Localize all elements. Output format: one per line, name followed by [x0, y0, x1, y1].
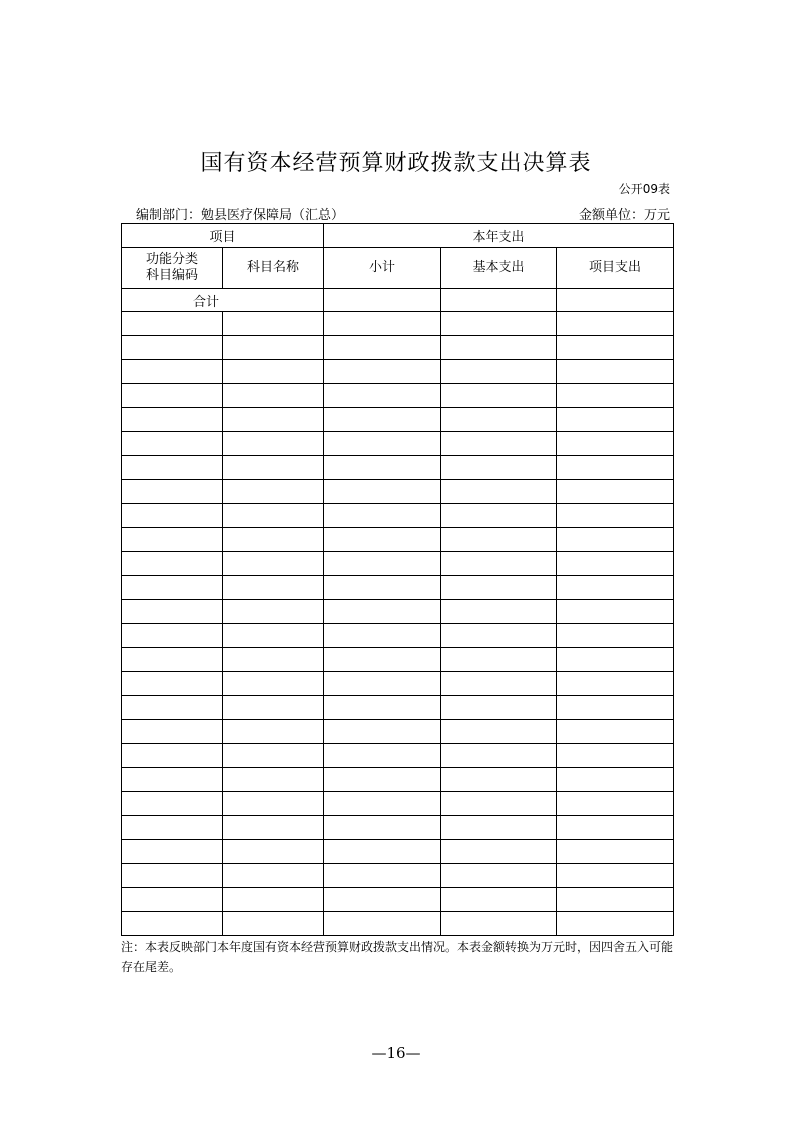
- table-cell: [324, 696, 441, 720]
- table-cell: [223, 384, 324, 408]
- table-cell: [122, 624, 223, 648]
- table-cell: [122, 888, 223, 912]
- table-cell: [557, 336, 674, 360]
- table-cell: [122, 840, 223, 864]
- table-cell: [557, 648, 674, 672]
- table-cell: [223, 432, 324, 456]
- table-row: [122, 624, 674, 648]
- table-cell: [324, 576, 441, 600]
- table-cell: [324, 360, 441, 384]
- table-cell: [324, 792, 441, 816]
- header-row-1: [122, 224, 674, 248]
- table-cell: [324, 816, 441, 840]
- table-cell: [441, 408, 557, 432]
- table-cell: [557, 576, 674, 600]
- department-label: 编制部门：勉县医疗保障局（汇总）: [136, 208, 345, 223]
- table-cell: [441, 528, 557, 552]
- col-project-header: 项目支出: [557, 248, 674, 289]
- table-cell: [324, 312, 441, 336]
- table-cell: [441, 504, 557, 528]
- table-row: [122, 864, 674, 888]
- table-cell: [223, 504, 324, 528]
- table-cell: [223, 336, 324, 360]
- table-cell: [441, 912, 557, 936]
- table-cell: [324, 456, 441, 480]
- table-cell: [122, 672, 223, 696]
- table-row: [122, 912, 674, 936]
- table-cell: [557, 624, 674, 648]
- table-row: [122, 888, 674, 912]
- expenditure-table: [121, 223, 674, 936]
- table-cell: [223, 696, 324, 720]
- table-cell: [557, 672, 674, 696]
- page-title: 国有资本经营预算财政拨款支出决算表: [200, 151, 592, 176]
- total-row: [122, 289, 674, 312]
- table-cell: [122, 312, 223, 336]
- table-cell: [122, 816, 223, 840]
- table-cell: [122, 648, 223, 672]
- table-cell: [223, 408, 324, 432]
- table-cell: [557, 888, 674, 912]
- table-cell: [223, 744, 324, 768]
- table-cell: [557, 552, 674, 576]
- table-cell: [324, 912, 441, 936]
- header-row-2: [122, 248, 674, 289]
- table-cell: [223, 624, 324, 648]
- table-cell: [441, 456, 557, 480]
- table-row: [122, 816, 674, 840]
- table-cell: [223, 312, 324, 336]
- form-number: 公开09表: [618, 182, 670, 196]
- footnote: 注：本表反映部门本年度国有资本经营预算财政拨款支出情况。本表金额转换为万元时，因四舍五入可能存在尾差。: [121, 940, 674, 974]
- table-cell: [441, 720, 557, 744]
- table-cell: [557, 600, 674, 624]
- total-label: 合计: [122, 289, 324, 312]
- table-cell: [122, 696, 223, 720]
- table-cell: [223, 816, 324, 840]
- table-row: [122, 720, 674, 744]
- table-row: [122, 576, 674, 600]
- table-cell: [122, 744, 223, 768]
- table-cell: [223, 864, 324, 888]
- table-cell: [122, 552, 223, 576]
- table-cell: [557, 744, 674, 768]
- table-cell: [223, 552, 324, 576]
- table-row: [122, 504, 674, 528]
- table-cell: [122, 576, 223, 600]
- col-code-header: 功能分类科目编码: [122, 248, 223, 289]
- table-cell: [441, 384, 557, 408]
- table-cell: [441, 432, 557, 456]
- table-cell: [324, 504, 441, 528]
- table-cell: [122, 600, 223, 624]
- table-cell: [122, 360, 223, 384]
- table-cell: [223, 648, 324, 672]
- table-cell: [441, 552, 557, 576]
- table-cell: [324, 552, 441, 576]
- table-cell: [324, 336, 441, 360]
- table-row: [122, 384, 674, 408]
- table-cell: [122, 384, 223, 408]
- table-cell: [223, 360, 324, 384]
- table-cell: [122, 456, 223, 480]
- table-cell: [557, 504, 674, 528]
- table-cell: [441, 672, 557, 696]
- table-cell: [122, 720, 223, 744]
- table-cell: [223, 480, 324, 504]
- table-cell: [557, 768, 674, 792]
- table-row: [122, 408, 674, 432]
- table-row: [122, 528, 674, 552]
- table-cell: [324, 480, 441, 504]
- table-cell: [122, 504, 223, 528]
- table-cell: [122, 768, 223, 792]
- table-cell: [557, 312, 674, 336]
- col-name-header: 科目名称: [223, 248, 324, 289]
- table-cell: [122, 792, 223, 816]
- table-cell: [557, 792, 674, 816]
- table-cell: [441, 888, 557, 912]
- page-number: —16—: [371, 1044, 421, 1062]
- table-cell: [441, 696, 557, 720]
- table-row: [122, 744, 674, 768]
- table-cell: [441, 336, 557, 360]
- table-cell: [324, 720, 441, 744]
- table-cell: [441, 600, 557, 624]
- table-row: [122, 648, 674, 672]
- table-row: [122, 792, 674, 816]
- table-cell: [324, 768, 441, 792]
- table-cell: [557, 864, 674, 888]
- table-cell: [122, 912, 223, 936]
- table-cell: [324, 888, 441, 912]
- table-cell: [324, 432, 441, 456]
- table-cell: [557, 696, 674, 720]
- table-cell: [441, 624, 557, 648]
- table-cell: [122, 864, 223, 888]
- table-cell: [557, 408, 674, 432]
- table-cell: [223, 576, 324, 600]
- table-cell: [324, 840, 441, 864]
- table-cell: [441, 816, 557, 840]
- table-cell: [557, 384, 674, 408]
- total-basic-cell: [441, 289, 557, 312]
- table-cell: [557, 480, 674, 504]
- table-cell: [441, 648, 557, 672]
- table-row: [122, 600, 674, 624]
- table-cell: [324, 744, 441, 768]
- col-basic-header: 基本支出: [441, 248, 557, 289]
- table-cell: [223, 888, 324, 912]
- table-cell: [324, 600, 441, 624]
- table-cell: [223, 672, 324, 696]
- table-cell: [441, 792, 557, 816]
- table-row: [122, 840, 674, 864]
- table-row: [122, 480, 674, 504]
- table-cell: [441, 360, 557, 384]
- table-cell: [441, 744, 557, 768]
- total-subtotal-cell: [324, 289, 441, 312]
- header-item: 项目: [122, 224, 324, 248]
- table-cell: [223, 720, 324, 744]
- table-cell: [223, 528, 324, 552]
- table-row: [122, 336, 674, 360]
- table-cell: [324, 528, 441, 552]
- table-row: [122, 552, 674, 576]
- table-cell: [223, 912, 324, 936]
- unit-label: 金额单位：万元: [578, 208, 670, 223]
- table-cell: [223, 768, 324, 792]
- table-cell: [557, 432, 674, 456]
- table-cell: [441, 840, 557, 864]
- total-project-cell: [557, 289, 674, 312]
- table-cell: [122, 408, 223, 432]
- table-row: [122, 360, 674, 384]
- table-row: [122, 672, 674, 696]
- table-cell: [557, 360, 674, 384]
- table-cell: [557, 912, 674, 936]
- table-cell: [223, 840, 324, 864]
- table-cell: [324, 864, 441, 888]
- table-cell: [122, 480, 223, 504]
- table-cell: [557, 720, 674, 744]
- table-cell: [324, 624, 441, 648]
- table-cell: [223, 456, 324, 480]
- table-cell: [557, 456, 674, 480]
- table-cell: [122, 528, 223, 552]
- table-cell: [441, 768, 557, 792]
- table-cell: [441, 480, 557, 504]
- table-row: [122, 696, 674, 720]
- table-cell: [324, 672, 441, 696]
- table-cell: [557, 528, 674, 552]
- header-current-year: 本年支出: [324, 224, 674, 248]
- table-cell: [324, 408, 441, 432]
- table-cell: [441, 864, 557, 888]
- table-cell: [223, 792, 324, 816]
- table-cell: [557, 816, 674, 840]
- col-subtotal-header: 小计: [324, 248, 441, 289]
- table-cell: [557, 840, 674, 864]
- table-row: [122, 432, 674, 456]
- table-cell: [122, 432, 223, 456]
- table-row: [122, 768, 674, 792]
- table-cell: [122, 336, 223, 360]
- table-cell: [324, 384, 441, 408]
- table-cell: [324, 648, 441, 672]
- table-row: [122, 456, 674, 480]
- table-cell: [441, 576, 557, 600]
- table-cell: [223, 600, 324, 624]
- table-row: [122, 312, 674, 336]
- table-cell: [441, 312, 557, 336]
